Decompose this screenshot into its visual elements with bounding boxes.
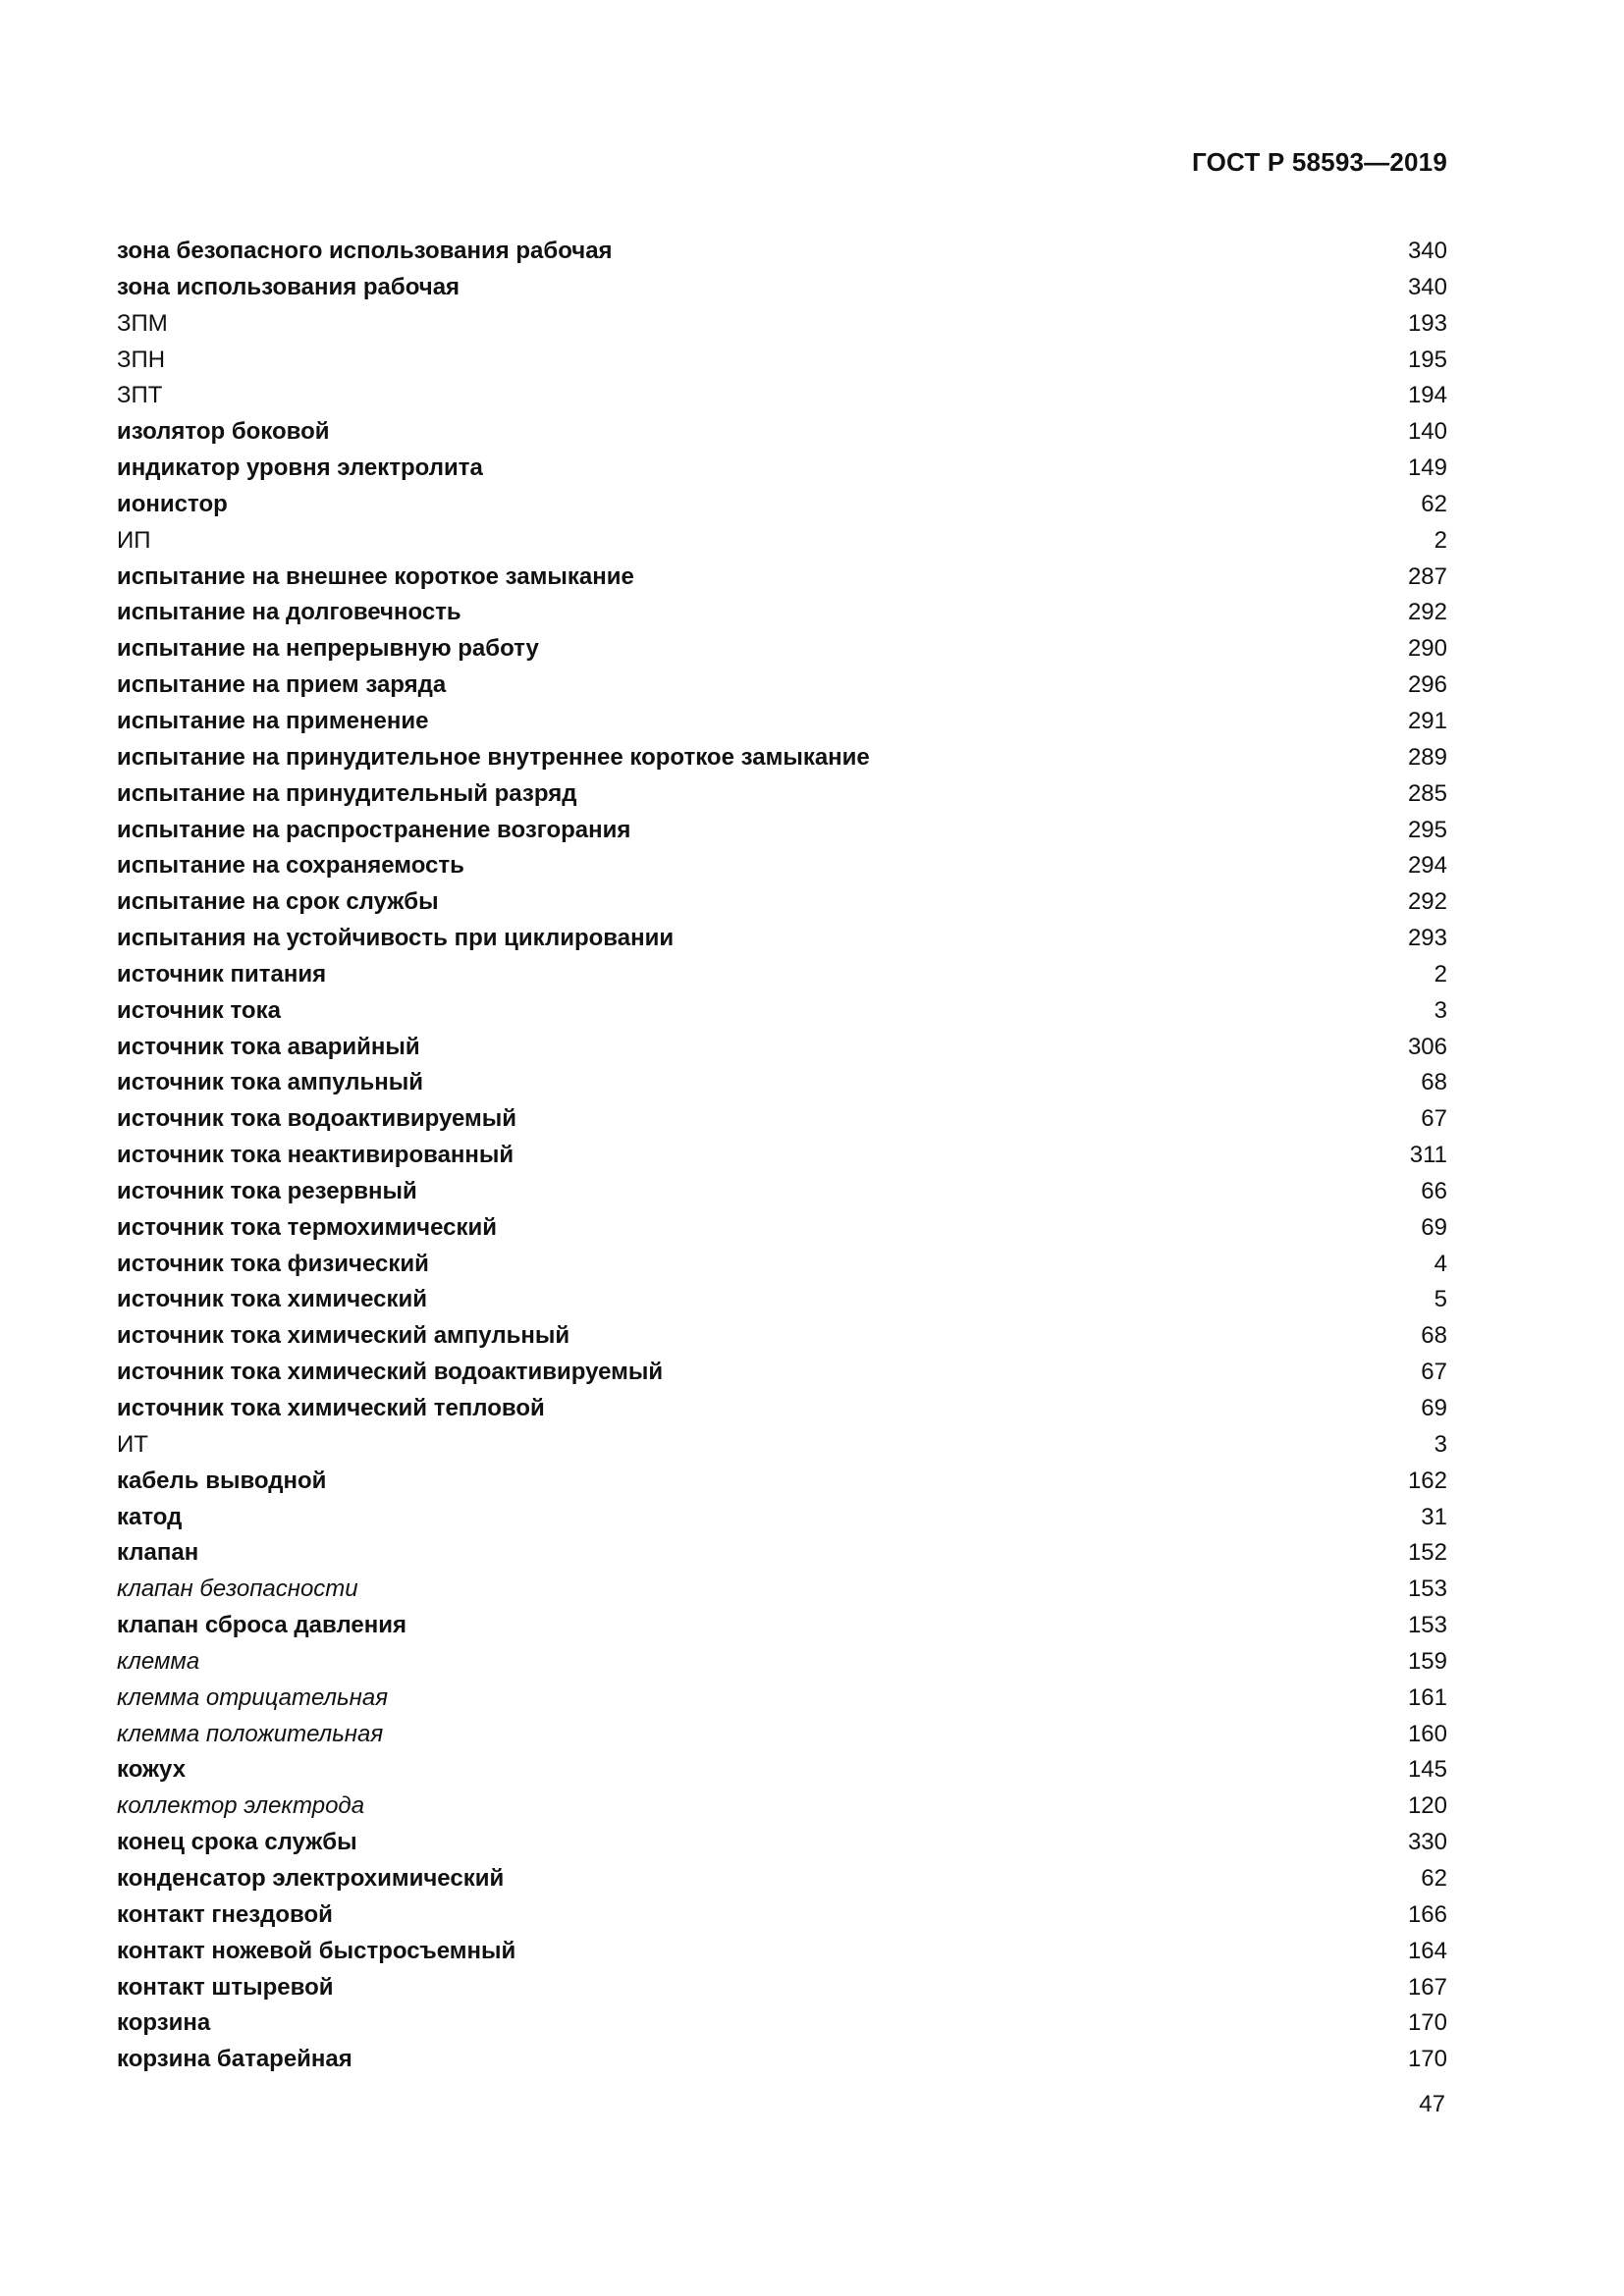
index-term-number: 153: [1407, 1575, 1447, 1603]
index-entry: [117, 1789, 1447, 1825]
index-term: источник тока аварийный: [117, 1033, 420, 1060]
index-entry: [117, 2042, 1447, 2078]
index-term: ИТ: [117, 1430, 148, 1458]
index-term: контакт штыревой: [117, 1973, 334, 2001]
index-entry: [117, 306, 1447, 343]
index-entry: [117, 993, 1447, 1030]
index-entry: [117, 704, 1447, 740]
index-entry: [117, 1464, 1447, 1500]
index-term: источник тока химический водоактивируемый: [117, 1359, 664, 1386]
index-term-number: 195: [1407, 346, 1447, 373]
index-term-number: 290: [1407, 635, 1447, 663]
index-term: катод: [117, 1503, 183, 1530]
index-entry: [117, 776, 1447, 813]
index-entry: [117, 343, 1447, 379]
index-entry: [117, 2005, 1447, 2042]
index-term: источник тока термохимический: [117, 1213, 497, 1241]
index-entry: [117, 1355, 1447, 1391]
index-term: источник тока: [117, 996, 281, 1024]
index-term-number: 306: [1407, 1033, 1447, 1060]
index-entry: [117, 1535, 1447, 1572]
index-term: клемма: [117, 1647, 200, 1675]
page-number: 47: [1419, 2091, 1445, 2117]
index-term: зона безопасного использования рабочая: [117, 238, 613, 264]
index-entry: [117, 1897, 1447, 1934]
index-entry: [117, 270, 1447, 306]
index-term-number: 120: [1407, 1792, 1447, 1820]
index-term-number: 292: [1407, 888, 1447, 916]
index-entry: [117, 487, 1447, 523]
index-term: испытание на срок службы: [117, 888, 439, 916]
index-term-number: 5: [1434, 1286, 1447, 1313]
index-entry: [117, 1210, 1447, 1247]
index-entry: [117, 1174, 1447, 1210]
index-entry: [117, 1500, 1447, 1536]
index-term-number: 66: [1421, 1177, 1447, 1204]
index-term-number: 291: [1407, 707, 1447, 734]
index-term: контакт ножевой быстросъемный: [117, 1937, 516, 1964]
index-term-number: 292: [1407, 599, 1447, 626]
document-header: [1192, 147, 1447, 178]
index-term: испытание на применение: [117, 707, 429, 734]
index-entry: [117, 378, 1447, 414]
index-term-number: 145: [1407, 1756, 1447, 1784]
index-term: изолятор боковой: [117, 418, 330, 446]
index-term-number: 311: [1409, 1142, 1447, 1169]
index-term: испытание на прием заряда: [117, 671, 447, 699]
index-term-number: 340: [1407, 238, 1447, 264]
index-term: корзина: [117, 2009, 211, 2037]
index-entry: [117, 848, 1447, 884]
index-term: испытание на внешнее короткое замыкание: [117, 562, 634, 590]
index-entry: [117, 1391, 1447, 1427]
index-term-number: 287: [1407, 562, 1447, 590]
index-term: источник тока водоактивируемый: [117, 1105, 517, 1133]
index-term-number: 140: [1407, 418, 1447, 446]
index-term: клапан: [117, 1539, 199, 1567]
index-term: конец срока службы: [117, 1829, 357, 1856]
index-entry: [117, 595, 1447, 631]
index-entry: [117, 1101, 1447, 1138]
index-term: испытание на долговечность: [117, 599, 461, 626]
index-entry: [117, 1318, 1447, 1355]
index-term: клапан сброса давления: [117, 1612, 406, 1639]
index-term-number: 294: [1407, 852, 1447, 880]
index-term: источник тока химический ампульный: [117, 1322, 570, 1350]
index-term-number: 170: [1407, 2046, 1447, 2073]
index-term-number: 295: [1407, 816, 1447, 843]
index-term-number: 2: [1434, 960, 1447, 988]
index-term: корзина батарейная: [117, 2046, 352, 2073]
index-entry: [117, 1717, 1447, 1753]
index-term-number: 285: [1407, 779, 1447, 807]
index-term-number: 31: [1421, 1503, 1447, 1530]
index-term-number: 67: [1421, 1359, 1447, 1386]
index-term-number: 3: [1434, 996, 1447, 1024]
index-term: источник тока физический: [117, 1250, 429, 1277]
index-entry: [117, 631, 1447, 667]
index-entry: [117, 1030, 1447, 1066]
index-entry: [117, 1934, 1447, 1970]
index-term: конденсатор электрохимический: [117, 1864, 505, 1892]
index-term-number: 69: [1421, 1213, 1447, 1241]
index-entry: [117, 1608, 1447, 1644]
index-term: клапан безопасности: [117, 1575, 358, 1603]
index-term: испытания на устойчивость при циклировании: [117, 925, 675, 952]
index-term-number: 153: [1407, 1612, 1447, 1639]
index-term: клемма отрицательная: [117, 1683, 389, 1711]
index-term: испытание на принудительное внутреннее короткое замыкание: [117, 743, 870, 771]
index-term-number: 194: [1407, 382, 1447, 409]
index-term: ЗПМ: [117, 309, 168, 337]
index-term: испытание на сохраняемость: [117, 852, 464, 880]
index-term: ИП: [117, 526, 151, 554]
index-term-number: 170: [1407, 2009, 1447, 2037]
index-term: источник тока химический: [117, 1286, 428, 1313]
index-entry: [117, 1861, 1447, 1897]
index-term-number: 69: [1421, 1395, 1447, 1421]
index-term: источник тока ампульный: [117, 1069, 423, 1096]
index-entry: [117, 1752, 1447, 1789]
index-term-number: 289: [1407, 743, 1447, 771]
alphabetical-index: [117, 234, 1447, 2078]
index-entry: [117, 560, 1447, 596]
index-entry: [117, 1644, 1447, 1681]
index-term-number: 159: [1407, 1647, 1447, 1675]
index-term-number: 68: [1421, 1322, 1447, 1350]
index-term: испытание на распространение возгорания: [117, 816, 631, 843]
index-entry: [117, 957, 1447, 993]
index-term-number: 3: [1434, 1430, 1447, 1458]
index-term: ЗПН: [117, 346, 166, 373]
index-entry: [117, 884, 1447, 921]
standard-designation: ГОСТ Р 58593—2019: [1192, 147, 1447, 177]
index-term: клемма положительная: [117, 1720, 384, 1747]
index-term-number: 68: [1421, 1069, 1447, 1096]
index-entry: [117, 523, 1447, 560]
index-entry: [117, 1065, 1447, 1101]
index-term-number: 67: [1421, 1105, 1447, 1133]
index-term-number: 162: [1407, 1467, 1447, 1494]
index-term-number: 160: [1407, 1720, 1447, 1747]
index-entry: [117, 234, 1447, 270]
index-term-number: 193: [1407, 309, 1447, 337]
index-term-number: 62: [1421, 1864, 1447, 1892]
index-entry: [117, 1427, 1447, 1464]
index-term-number: 167: [1407, 1973, 1447, 2001]
index-term-number: 161: [1407, 1683, 1447, 1711]
index-term-number: 152: [1407, 1539, 1447, 1567]
index-term-number: 164: [1407, 1937, 1447, 1964]
index-term: ЗПТ: [117, 382, 163, 409]
index-entry: [117, 667, 1447, 704]
index-term: источник тока неактивированный: [117, 1142, 514, 1169]
index-term-number: 2: [1434, 526, 1447, 554]
index-term: зона использования рабочая: [117, 273, 460, 300]
index-term: источник тока резервный: [117, 1177, 417, 1204]
index-term: источник тока химический тепловой: [117, 1395, 545, 1421]
index-term: коллектор электрода: [117, 1792, 365, 1820]
index-term: контакт гнездовой: [117, 1900, 333, 1928]
index-term: источник питания: [117, 960, 327, 988]
index-entry: [117, 1572, 1447, 1608]
index-term: кожух: [117, 1756, 187, 1784]
index-entry: [117, 813, 1447, 849]
index-term: испытание на принудительный разряд: [117, 779, 577, 807]
index-term-number: 166: [1407, 1900, 1447, 1928]
index-term-number: 296: [1407, 671, 1447, 699]
index-entry: [117, 1681, 1447, 1717]
index-entry: [117, 1970, 1447, 2006]
index-entry: [117, 921, 1447, 957]
index-term: кабель выводной: [117, 1467, 327, 1494]
index-term: индикатор уровня электролита: [117, 454, 483, 482]
index-term-number: 340: [1407, 273, 1447, 300]
index-entry: [117, 1282, 1447, 1318]
index-entry: [117, 451, 1447, 487]
index-term-number: 62: [1421, 490, 1447, 517]
index-entry: [117, 1247, 1447, 1283]
index-entry: [117, 414, 1447, 451]
index-entry: [117, 1825, 1447, 1861]
index-entry: [117, 1138, 1447, 1174]
index-term: испытание на непрерывную работу: [117, 635, 539, 663]
index-entry: [117, 740, 1447, 776]
index-term-number: 330: [1407, 1829, 1447, 1856]
index-term-number: 149: [1407, 454, 1447, 482]
index-term: ионистор: [117, 490, 228, 517]
index-term-number: 4: [1434, 1250, 1447, 1277]
index-term-number: 293: [1407, 925, 1447, 952]
